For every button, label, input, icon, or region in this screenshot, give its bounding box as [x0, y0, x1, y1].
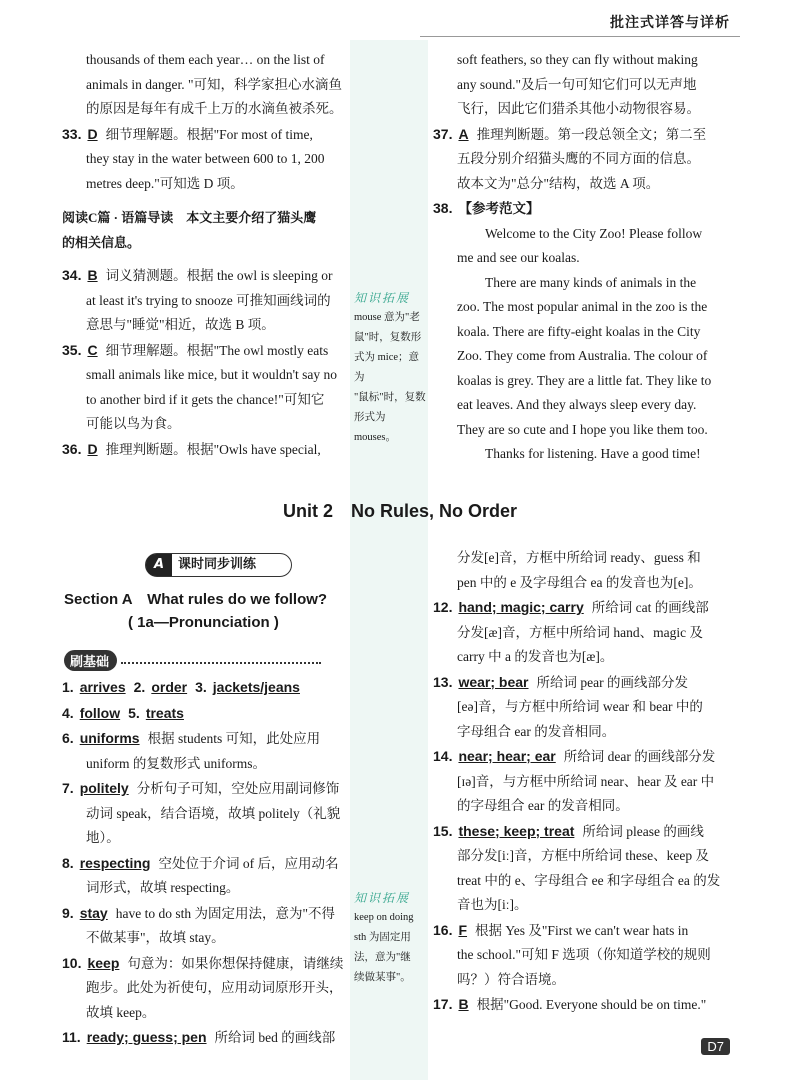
- text-line: 吗？）符合语境。: [457, 971, 565, 987]
- unit-title: Unit 2 No Rules, No Order: [282, 501, 518, 521]
- question-11: 11. ready; guess; pen 所给词 bed 的画线部: [62, 1029, 336, 1045]
- text-line: 不做某事"，故填 stay。: [86, 930, 225, 945]
- reading-c-intro: 阅读C篇 · 语篇导读 本文主要介绍了猫头鹰: [62, 210, 317, 225]
- essay-line: They are so cute and I hope you like them too.: [457, 421, 708, 437]
- right-bottom-column: [433, 546, 723, 1018]
- header-rule: [420, 36, 740, 37]
- badge-label: 课时同步训练: [178, 557, 257, 572]
- question-37: 37. A 推理判断题。第一段总领全文；第二至: [433, 125, 707, 142]
- essay-line: Thanks for listening. Have a good time!: [485, 446, 701, 461]
- questions-4-5: 4. follow 5. treats: [62, 704, 184, 721]
- tip-line: 形式为 mouses。: [354, 412, 396, 443]
- lesson-badge: [145, 553, 292, 577]
- text-line: metres deep."可知选 D 项。: [86, 175, 244, 191]
- text-line: treat 中的 e、字母组合 ee 和字母组合 ea 的发: [457, 872, 721, 888]
- basic-practice-header: [64, 650, 349, 671]
- text-line: 跑步。此处为祈使句，应用动词原形开头，: [86, 980, 343, 995]
- tip-line: mouse 意为"老: [354, 312, 420, 323]
- tip-line: keep on doing: [354, 912, 414, 923]
- essay-line: There are many kinds of animals in the: [485, 274, 697, 290]
- text-line: 故填 keep。: [86, 1004, 156, 1020]
- basic-practice-label: 刷基础: [64, 650, 117, 671]
- essay-line: koalas is grey. They are a little fat. They like to: [457, 372, 712, 388]
- right-top-column: [433, 48, 723, 467]
- text-line: 飞行，因此它们猎杀其他小动物很容易。: [457, 101, 700, 116]
- text-line: soft feathers, so they can fly without making: [457, 52, 698, 67]
- left-bottom-column: [62, 675, 350, 1051]
- text-line: uniform 的复数形式 uniforms。: [86, 755, 266, 771]
- text-line: the school."可知 F 选项（你知道学校的规则: [457, 947, 711, 962]
- text-line: 分发[æ]音，方框中所给词 hand、magic 及: [457, 624, 703, 640]
- question-9: 9. stay have to do sth 为固定用法，意为"不得: [62, 904, 335, 921]
- text-line: 音也为[iː]。: [457, 897, 528, 912]
- question-8: 8. respecting 空处位于介词 of 后，应用动名: [62, 854, 339, 871]
- question-10: 10. keep 句意为：如果你想保持健康，请继续: [62, 954, 344, 971]
- text-line: 的原因是每年有成千上万的水滴鱼被杀死。: [86, 101, 343, 116]
- tip-title: 知识拓展: [354, 891, 411, 905]
- tip-title: 知识拓展: [354, 291, 411, 305]
- question-16: 16. F 根据 Yes 及"First we can't wear hats in: [433, 921, 689, 938]
- text-line: pen 中的 e 及字母组合 ea 的发音也为[e]。: [457, 574, 702, 590]
- text-line: to another bird if it gets the chance!"可知它: [86, 391, 325, 407]
- text-line: any sound."及后一句可知它们可以无声地: [457, 76, 697, 92]
- essay-line: koala. There are fifty-eight koalas in the City: [457, 323, 701, 339]
- essay-line: eat leaves. And they always sleep every day.: [457, 397, 697, 412]
- text-line: 分发[e]音，方框中所给词 ready、guess 和: [457, 550, 701, 565]
- text-line: 的字母组合 ear 的发音相同。: [457, 798, 629, 813]
- knowledge-tip-1: [354, 288, 426, 448]
- essay-line: zoo. The most popular animal in the zoo is the: [457, 299, 708, 314]
- page-number: D7: [701, 1038, 730, 1055]
- question-15: 15. these; keep; treat 所给词 please 的画线: [433, 822, 704, 839]
- text-line: 五段分别介绍猫头鹰的不同方面的信息。: [457, 151, 700, 166]
- text-line: 部分发[iː]音，方框中所给词 these、keep 及: [457, 848, 709, 863]
- text-line: [eə]音，与方框中所给词 wear 和 bear 中的: [457, 699, 703, 714]
- text-line: 可能以鸟为食。: [86, 416, 181, 431]
- tip-line: sth 为固定用: [354, 932, 411, 943]
- tip-line: 鼠"时，复数形: [354, 332, 422, 343]
- question-6: 6. uniforms 根据 students 可知，此处应用: [62, 730, 321, 746]
- question-38: 38. 【参考范文】: [433, 200, 540, 216]
- badge-letter: A: [146, 554, 172, 576]
- page-header-title: 批注式详答与详析: [610, 15, 730, 31]
- reading-c-intro: 的相关信息。: [62, 234, 141, 250]
- section-title: Section A What rules do we follow?: [64, 591, 328, 608]
- essay-line: Welcome to the City Zoo! Please follow: [485, 225, 703, 241]
- tip-line: "鼠标"时，复数: [354, 392, 426, 403]
- question-12: 12. hand; magic; carry 所给词 cat 的画线部: [433, 599, 709, 615]
- text-line: small animals like mice, but it wouldn't say no: [86, 367, 338, 382]
- tip-line: 续做某事"。: [354, 972, 411, 983]
- text-line: animals in danger. "可知，科学家担心水滴鱼: [86, 76, 342, 92]
- knowledge-tip-2: [354, 888, 426, 988]
- text-line: 意思与"睡觉"相近，故选 B 项。: [86, 317, 275, 332]
- text-line: 故本文为"总分"结构，故选 A 项。: [457, 175, 660, 191]
- text-line: at least it's trying to snooze 可推知画线词的: [86, 292, 331, 308]
- question-36: 36. D 推理判断题。根据"Owls have special,: [62, 440, 321, 457]
- text-line: thousands of them each year… on the list of: [86, 52, 325, 67]
- text-line: carry 中 a 的发音也为[æ]。: [457, 649, 614, 664]
- text-line: [ɪə]音，与方框中所给词 near、hear 及 ear 中: [457, 773, 715, 789]
- text-line: they stay in the water between 600 to 1, 200: [86, 151, 325, 166]
- question-35: 35. C 细节理解题。根据"The owl mostly eats: [62, 341, 329, 358]
- question-33: 33. D 细节理解题。根据"For most of time,: [62, 125, 313, 142]
- tip-line: 式为 mice；意为: [354, 352, 420, 383]
- text-line: 动词 speak，结合语境，故填 politely（礼貌地）。: [86, 805, 341, 845]
- text-line: 词形式，故填 respecting。: [86, 880, 240, 895]
- section-subtitle: ( 1a—Pronunciation ): [128, 614, 279, 631]
- question-17: 17. B 根据"Good. Everyone should be on time.": [433, 996, 707, 1012]
- question-7: 7. politely 分析句子可知，空处应用副词修饰: [62, 780, 340, 796]
- questions-1-3: 1. arrives 2. order 3. jackets/jeans: [62, 679, 300, 695]
- essay-line: Zoo. They come from Australia. The colour of: [457, 348, 708, 363]
- question-13: 13. wear; bear 所给词 pear 的画线部分发: [433, 673, 688, 690]
- text-line: 字母组合 ear 的发音相同。: [457, 723, 616, 739]
- tip-line: 法，意为"继: [354, 952, 411, 963]
- essay-line: me and see our koalas.: [457, 250, 580, 265]
- left-top-column: [62, 48, 350, 462]
- question-34: 34. B 词义猜测题。根据 the owl is sleeping or: [62, 267, 333, 283]
- question-14: 14. near; hear; ear 所给词 dear 的画线部分发: [433, 748, 716, 764]
